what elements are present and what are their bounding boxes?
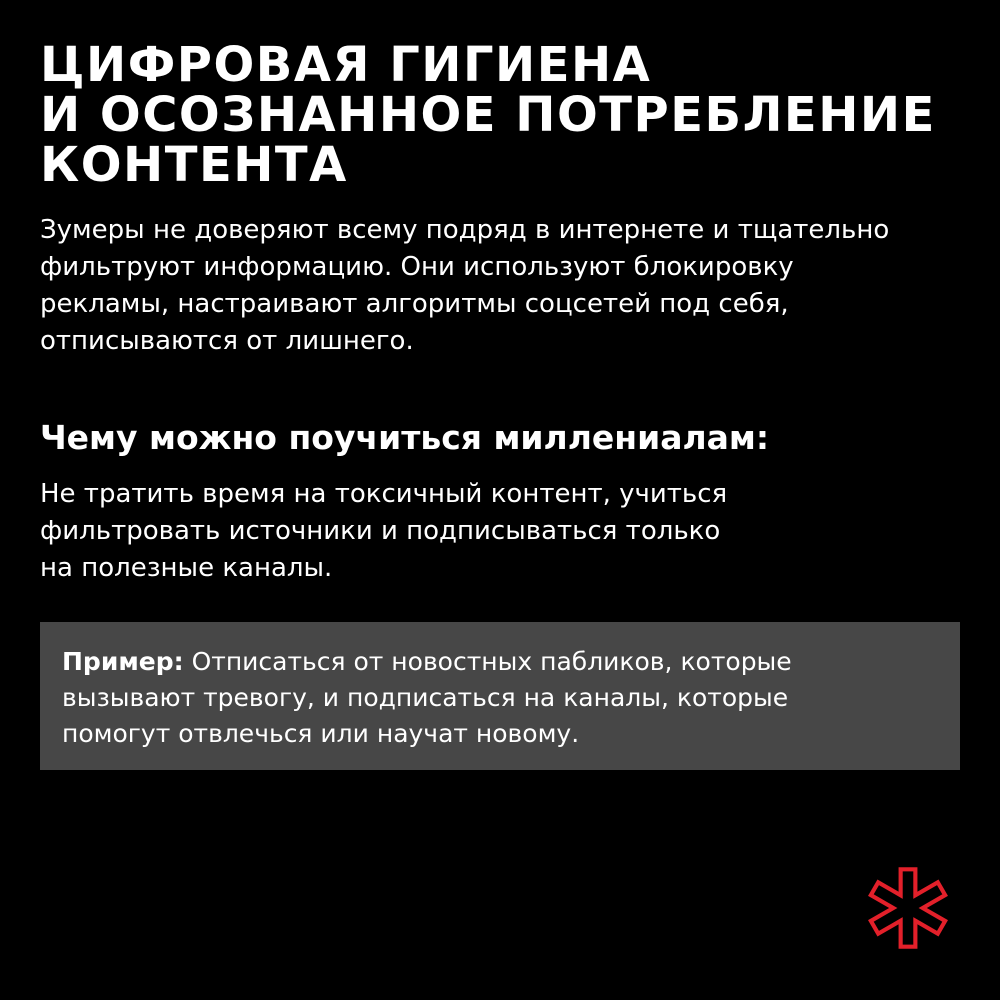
title-line-2: И ОСОЗНАННОЕ ПОТРЕБЛЕНИЕ xyxy=(40,87,936,143)
intro-line-2: фильтруют информацию. Они используют блокировку xyxy=(40,252,794,282)
example-box xyxy=(40,622,960,770)
red-asterisk-star-logo-icon xyxy=(862,862,954,954)
title-line-3: КОНТЕНТА xyxy=(40,137,348,193)
advice-paragraph xyxy=(40,476,970,587)
intro-line-4: отписываются от лишнего. xyxy=(40,326,414,356)
example-line-2: вызывают тревогу, и подписаться на каналы, которые xyxy=(62,683,789,712)
title-line-1: ЦИФРОВАЯ ГИГИЕНА xyxy=(40,37,652,93)
intro-paragraph xyxy=(40,212,970,360)
example-line-1-text: Отписаться от новостных пабликов, которые xyxy=(183,647,792,676)
advice-line-2: фильтровать источники и подписываться только xyxy=(40,516,721,546)
intro-line-1: Зумеры не доверяют всему подряд в интернете и тщательно xyxy=(40,215,890,245)
section-heading: Чему можно поучиться миллениалам: xyxy=(40,418,770,457)
example-text xyxy=(62,644,942,752)
example-line-1 xyxy=(62,644,942,680)
intro-line-3: рекламы, настраивают алгоритмы соцсетей под себя, xyxy=(40,289,789,319)
page-title xyxy=(40,37,970,193)
example-label: Пример: xyxy=(62,647,184,676)
advice-line-3: на полезные каналы. xyxy=(40,553,333,583)
example-line-3: помогут отвлечься или научат новому. xyxy=(62,719,580,748)
advice-line-1: Не тратить время на токсичный контент, учиться xyxy=(40,479,728,509)
